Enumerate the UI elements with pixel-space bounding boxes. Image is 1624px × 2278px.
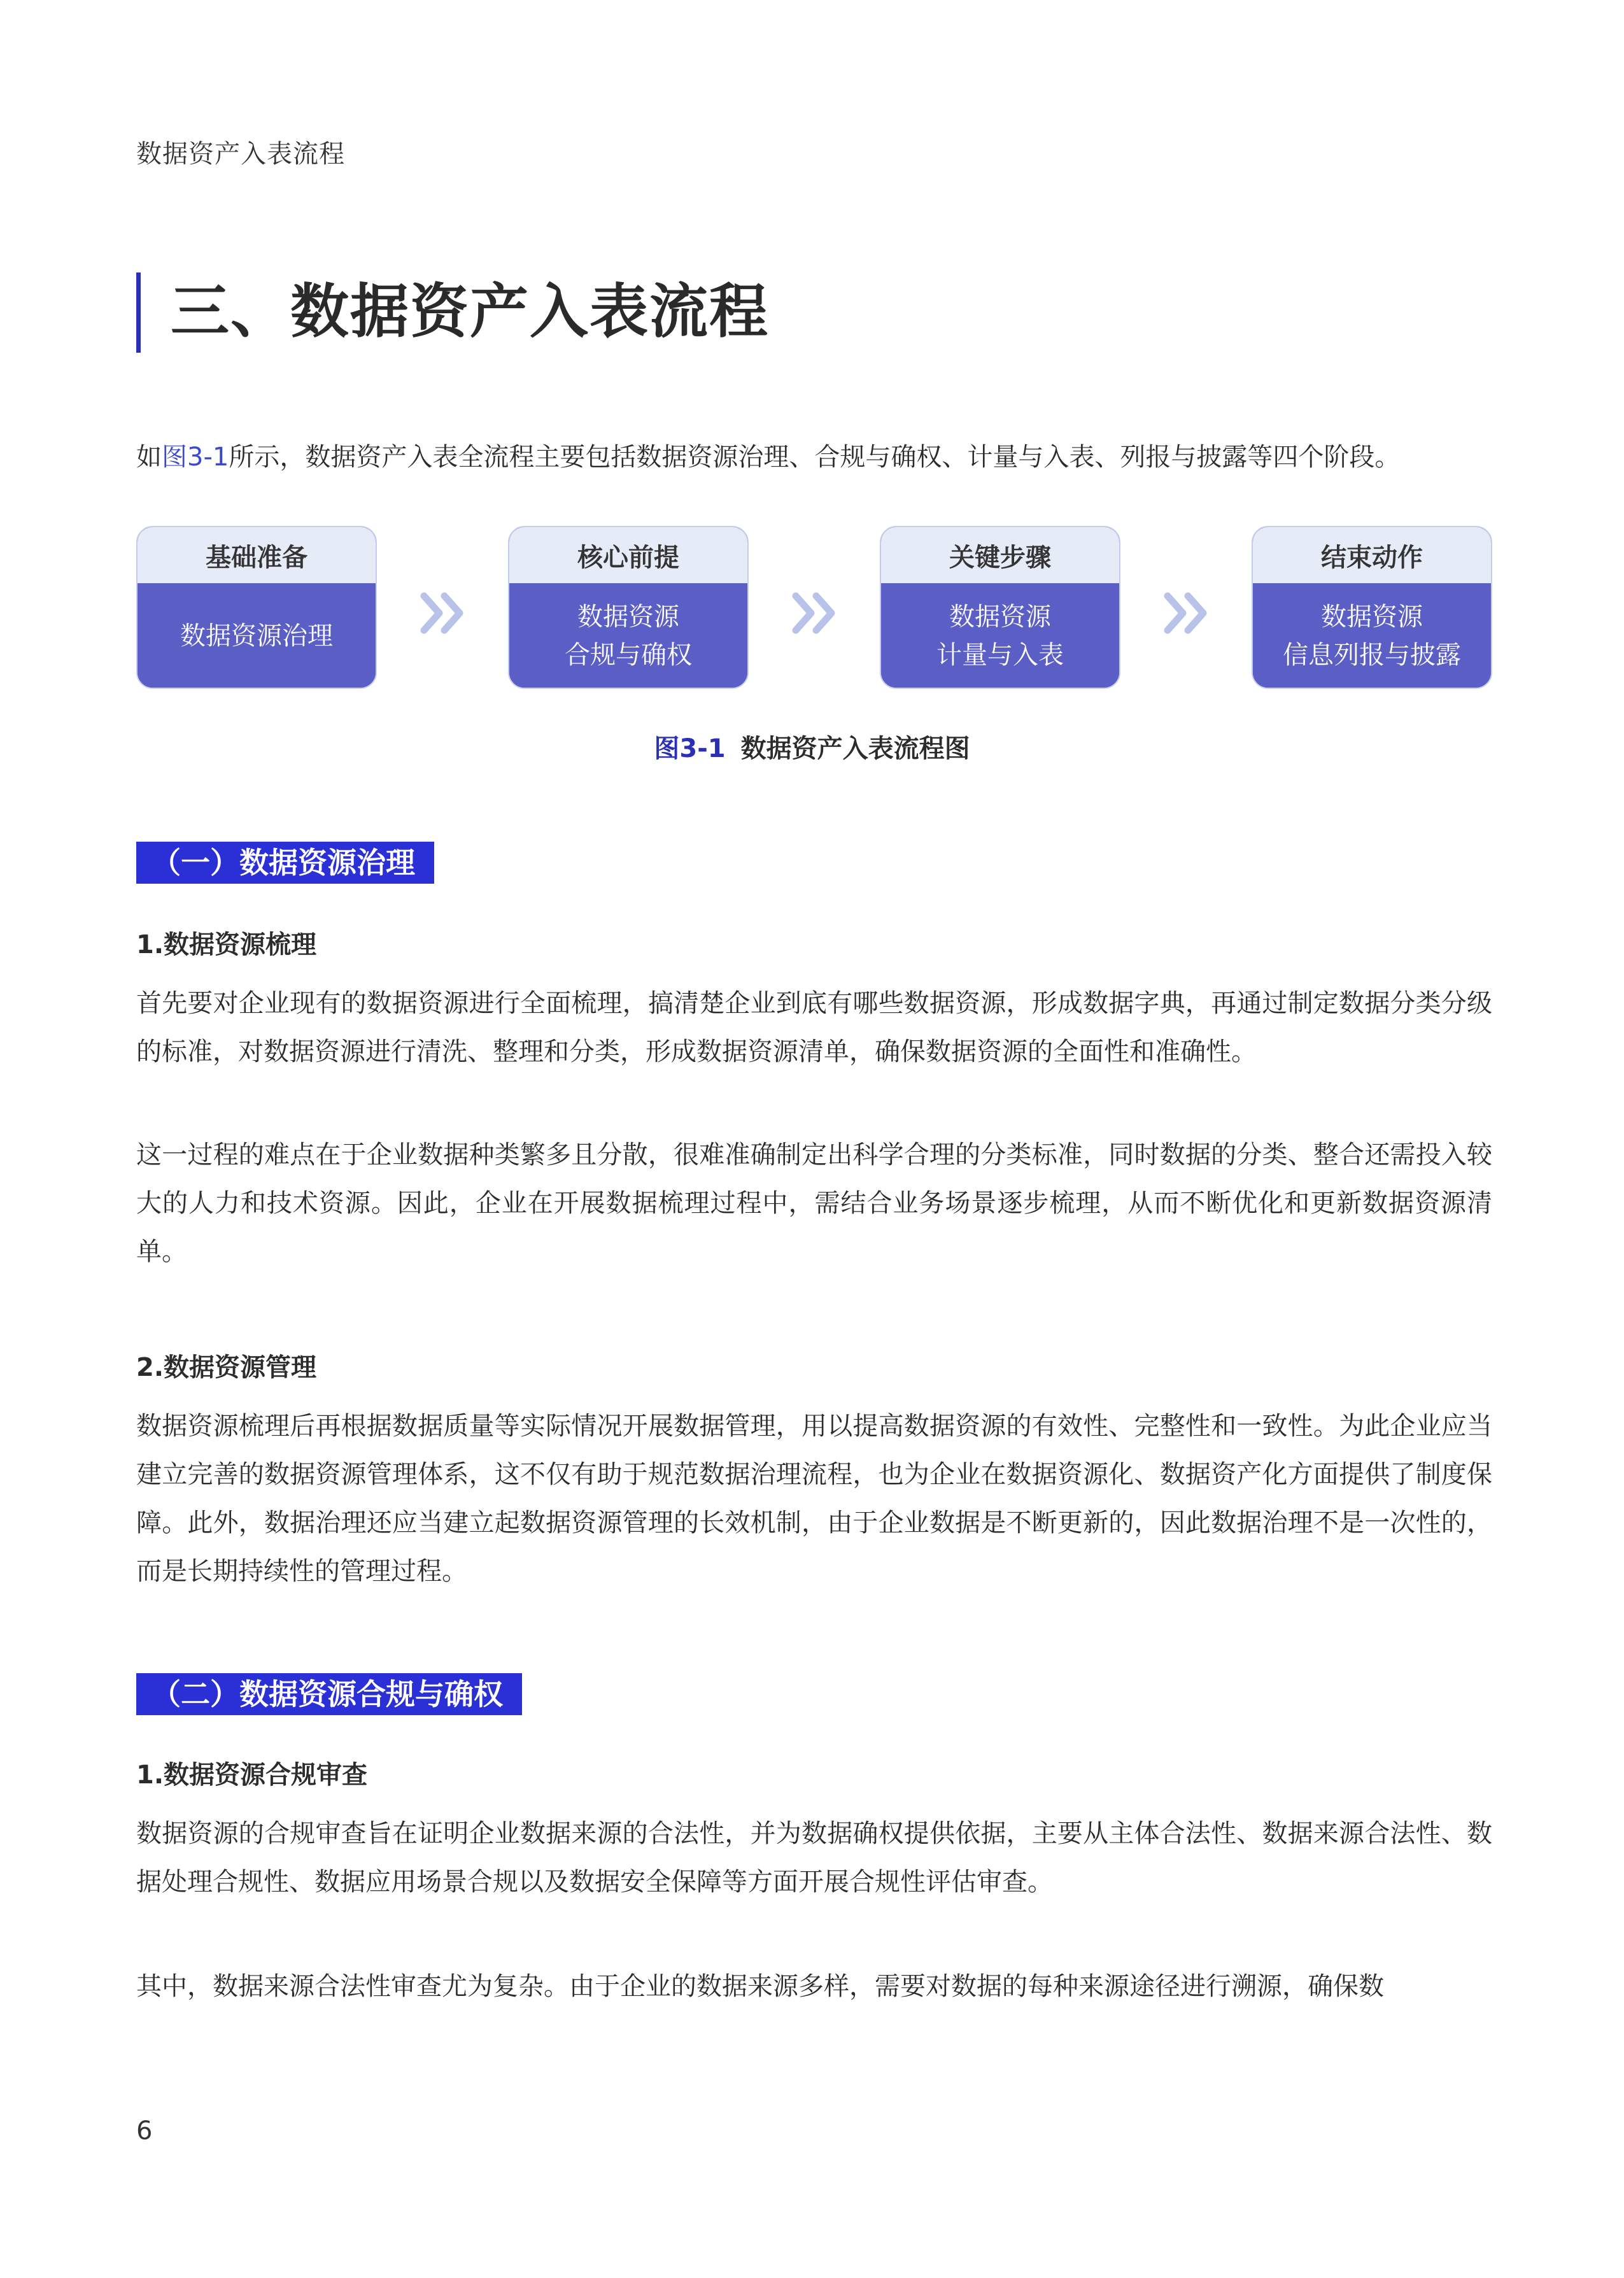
paragraph: 首先要对企业现有的数据资源进行全面梳理，搞清楚企业到底有哪些数据资源，形成数据字典，再通过制定数据分类分级的标准，对数据资源进行清洗、整理和分类，形成数据资源清单，确保数据资源的全面性和准确性。 xyxy=(136,989,1492,1066)
double-chevron-right-icon xyxy=(788,584,845,642)
flow-step-line: 数据资源治理 xyxy=(180,621,333,651)
double-chevron-right-icon xyxy=(416,584,474,642)
flow-step-3 xyxy=(880,526,1120,689)
paragraph: 其中，数据来源合法性审查尤为复杂。由于企业的数据来源多样，需要对数据的每种来源途径进行溯源，确保数 xyxy=(136,1972,1384,2001)
flow-step-line: 信息列报与披露 xyxy=(1283,640,1461,670)
chapter-title: 三、数据资产入表流程 xyxy=(171,278,770,346)
flow-step-header: 基础准备 xyxy=(138,527,376,583)
flow-step-body xyxy=(138,583,376,689)
flow-step-line: 数据资源 xyxy=(577,602,679,632)
section-heading-2: （二）数据资源合规与确权 xyxy=(136,1673,522,1715)
subsection-heading: 2.数据资源管理 xyxy=(136,1353,317,1382)
flow-step-1 xyxy=(136,526,377,689)
figure-number: 图3-1 xyxy=(654,734,726,763)
double-chevron-right-icon xyxy=(1160,584,1217,642)
running-header: 数据资产入表流程 xyxy=(136,139,345,169)
flow-step-line: 计量与入表 xyxy=(936,640,1064,670)
flow-step-header: 结束动作 xyxy=(1253,527,1491,583)
section-heading-1: （一）数据资源治理 xyxy=(136,842,434,884)
page-number: 6 xyxy=(136,2116,153,2146)
intro-paragraph xyxy=(136,437,1400,473)
paragraph: 数据资源的合规审查旨在证明企业数据来源的合法性，并为数据确权提供依据，主要从主体合法性、数据来源合法性、数据处理合规性、数据应用场景合规以及数据安全保障等方面开展合规性评估审查。 xyxy=(136,1819,1492,1897)
intro-prefix: 如 xyxy=(136,442,162,472)
flow-step-header: 核心前提 xyxy=(509,527,747,583)
flow-step-line: 数据资源 xyxy=(1321,602,1423,632)
flow-step-header: 关键步骤 xyxy=(881,527,1119,583)
flow-step-body xyxy=(509,583,747,689)
figure-caption xyxy=(0,728,1624,765)
intro-text: 所示，数据资产入表全流程主要包括数据资源治理、合规与确权、计量与入表、列报与披露等四个阶段。 xyxy=(229,442,1401,472)
flow-step-body xyxy=(1253,583,1491,689)
figure-caption-text: 数据资产入表流程图 xyxy=(740,734,970,763)
subsection-heading: 1.数据资源梳理 xyxy=(136,930,317,959)
flow-step-4 xyxy=(1252,526,1492,689)
flow-step-line: 数据资源 xyxy=(949,602,1051,632)
subsection-heading: 1.数据资源合规审查 xyxy=(136,1760,368,1790)
flow-step-body xyxy=(881,583,1119,689)
paragraph: 数据资源梳理后再根据数据质量等实际情况开展数据管理，用以提高数据资源的有效性、完整性和一致性。为此企业应当建立完善的数据资源管理体系，这不仅有助于规范数据治理流程，也为企业在数据资源化、数据资产化方面提供了制度保障。此外，数据治理还应当建立起数据资源管理的长效机制，由于企业数据是不断更新的，因此数据治理不是一次性的，而是长期持续性的管理过程。 xyxy=(136,1411,1492,1586)
flow-step-line: 合规与确权 xyxy=(565,640,692,670)
figure-reference-link[interactable]: 图3-1 xyxy=(162,442,229,472)
flow-step-2 xyxy=(508,526,749,689)
paragraph: 这一过程的难点在于企业数据种类繁多且分散，很难准确制定出科学合理的分类标准，同时数据的分类、整合还需投入较大的人力和技术资源。因此，企业在开展数据梳理过程中，需结合业务场景逐步梳理，从而不断优化和更新数据资源清单。 xyxy=(136,1140,1492,1266)
title-accent-bar xyxy=(136,272,141,353)
